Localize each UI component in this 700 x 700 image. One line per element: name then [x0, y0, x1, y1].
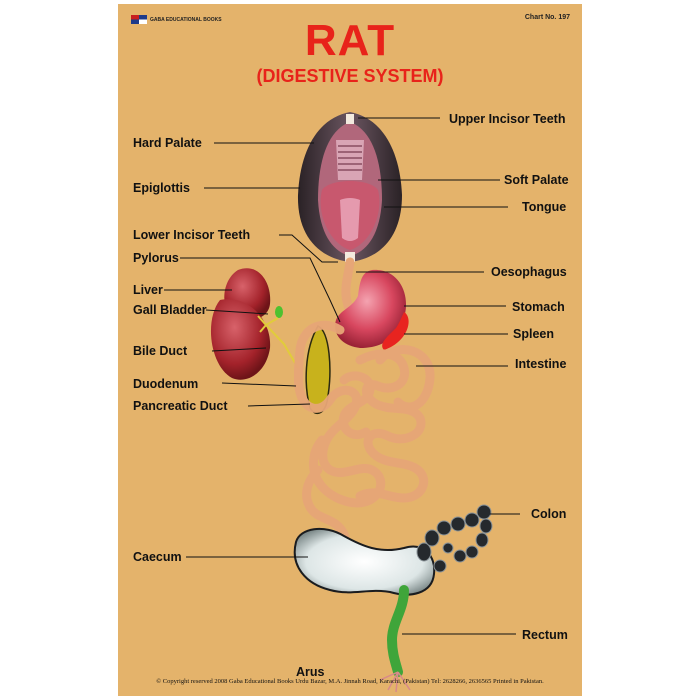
gall-bladder: [275, 306, 283, 318]
label-pylorus: Pylorus: [133, 251, 179, 265]
diagram-title: RAT: [304, 16, 396, 65]
label-hard-palate: Hard Palate: [133, 136, 202, 150]
label-tongue: Tongue: [522, 200, 567, 214]
publisher-name: GABA EDUCATIONAL BOOKS: [150, 17, 222, 23]
label-duodenum: Duodenum: [133, 377, 199, 391]
label-lower-incisor-teeth: Lower Incisor Teeth: [133, 228, 251, 242]
label-epiglottis: Epiglottis: [133, 181, 190, 195]
caecum: [295, 529, 434, 595]
label-spleen: Spleen: [513, 327, 554, 341]
label-caecum: Caecum: [133, 550, 182, 564]
copyright-footer: © Copyright reserved 2008 Gaba Educational Books Urdu Bazar, M.A. Jinnah Road, Karachi, (Pakistan) Tel: 2628266, 2636565 Printed in Pakistan.: [156, 678, 544, 685]
diagram-subtitle: (DIGESTIVE SYSTEM): [256, 66, 444, 86]
mouth-cavity: [298, 112, 402, 262]
label-liver: Liver: [133, 283, 163, 297]
liver: [211, 268, 270, 379]
label-rectum: Rectum: [522, 628, 568, 642]
rectum: [392, 590, 404, 672]
label-soft-palate: Soft Palate: [504, 173, 569, 187]
label-stomach: Stomach: [512, 300, 565, 314]
label-colon: Colon: [531, 507, 567, 521]
label-pancreatic-duct: Pancreatic Duct: [133, 399, 228, 413]
label-gall-bladder: Gall Bladder: [133, 303, 207, 317]
label-arus: Arus: [296, 665, 325, 679]
label-bile-duct: Bile Duct: [133, 344, 188, 358]
label-intestine: Intestine: [515, 357, 567, 371]
label-oesophagus: Oesophagus: [491, 265, 567, 279]
label-upper-incisor-teeth: Upper Incisor Teeth: [449, 112, 566, 126]
chart-number: Chart No. 197: [524, 14, 570, 21]
